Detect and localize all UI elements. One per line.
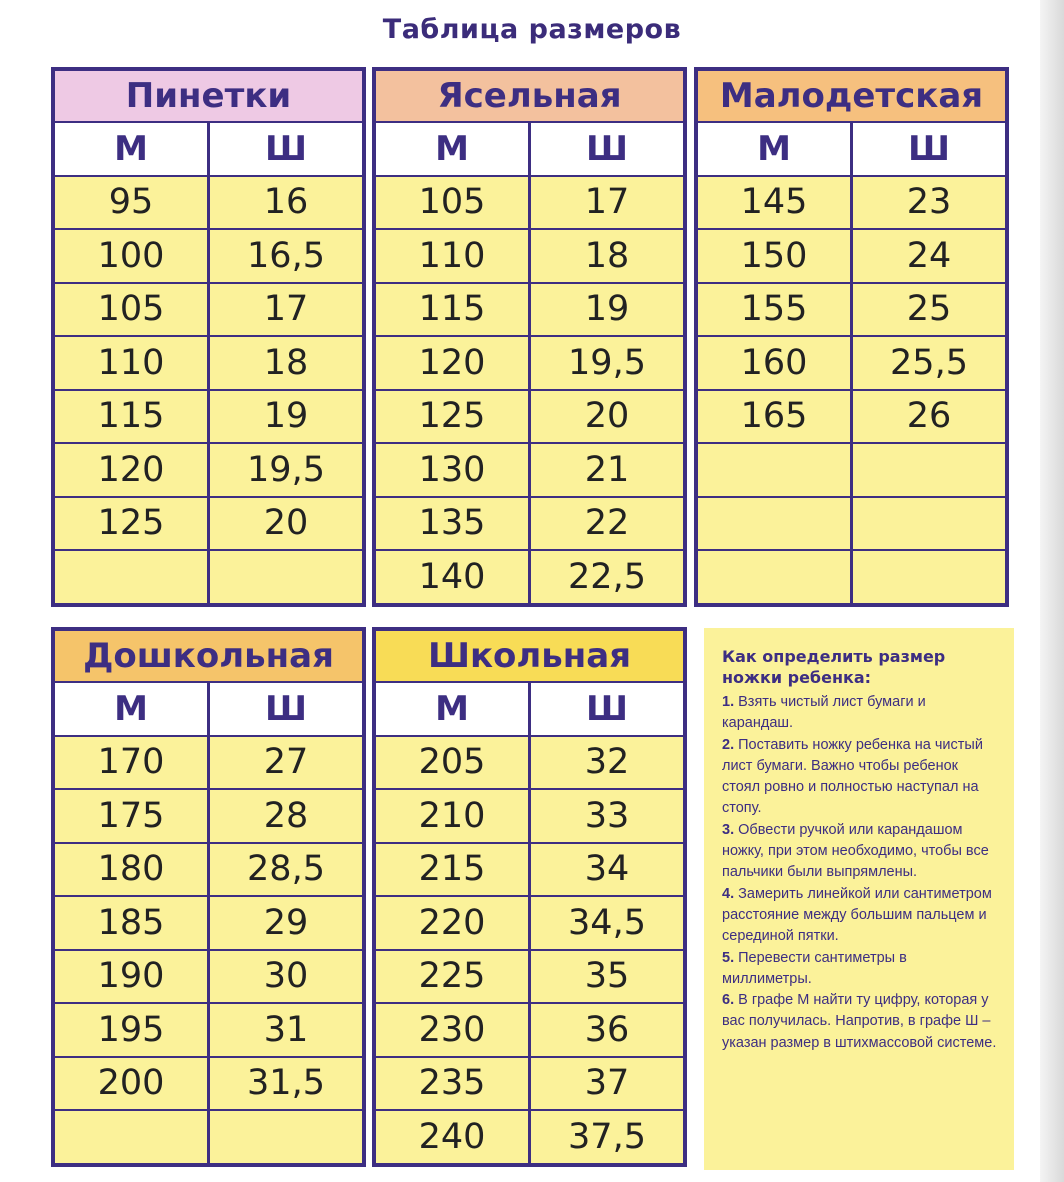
cell-size: 28,5 — [210, 844, 362, 896]
table-row — [55, 844, 362, 896]
table-row — [376, 897, 683, 949]
table-row — [55, 551, 362, 603]
instructions-steps — [722, 692, 1000, 1054]
cell-length-mm: 100 — [55, 230, 207, 282]
table-row — [55, 790, 362, 842]
column-header-m: М — [376, 683, 528, 735]
table-row — [55, 391, 362, 443]
cell-length-mm: 205 — [376, 737, 528, 789]
table-row — [376, 230, 683, 282]
step-number: 6. — [722, 992, 739, 1009]
table-title: Ясельная — [376, 71, 683, 121]
cell-size — [853, 444, 1005, 496]
cell-length-mm: 165 — [698, 391, 850, 443]
cell-length-mm: 130 — [376, 444, 528, 496]
instruction-step — [722, 990, 1000, 1054]
cell-size: 26 — [853, 391, 1005, 443]
cell-length-mm: 125 — [376, 391, 528, 443]
cell-length-mm: 230 — [376, 1004, 528, 1056]
step-number: 2. — [722, 736, 739, 753]
table-row — [376, 790, 683, 842]
step-text: Взять чистый лист бумаги и карандаш. — [722, 694, 926, 732]
cell-length-mm: 95 — [55, 177, 207, 229]
table-row — [55, 284, 362, 336]
size-table-malodetskaya — [694, 67, 1009, 607]
cell-size: 18 — [531, 230, 683, 282]
column-header-row — [55, 123, 362, 175]
table-row — [376, 284, 683, 336]
cell-size: 16 — [210, 177, 362, 229]
cell-size: 17 — [210, 284, 362, 336]
cell-size: 31,5 — [210, 1058, 362, 1110]
cell-length-mm: 125 — [55, 498, 207, 550]
cell-size: 29 — [210, 897, 362, 949]
cell-length-mm: 225 — [376, 951, 528, 1003]
instruction-step — [722, 884, 1000, 948]
column-header-row — [376, 683, 683, 735]
cell-size: 20 — [531, 391, 683, 443]
cell-length-mm: 110 — [55, 337, 207, 389]
table-row — [698, 337, 1005, 389]
instruction-step — [722, 820, 1000, 884]
column-header-w: Ш — [853, 123, 1005, 175]
cell-size: 35 — [531, 951, 683, 1003]
cell-size: 32 — [531, 737, 683, 789]
column-header-m: М — [55, 123, 207, 175]
step-text: Перевести сантиметры в миллиметры. — [722, 949, 907, 987]
page-edge-shadow — [1040, 0, 1064, 1182]
step-text: Обвести ручкой или карандашом ножку, при этом необходимо, чтобы все пальчики были выпрямлены. — [722, 821, 989, 881]
cell-size: 17 — [531, 177, 683, 229]
column-header-w: Ш — [531, 683, 683, 735]
step-number: 3. — [722, 821, 739, 838]
table-row — [698, 284, 1005, 336]
cell-size: 23 — [853, 177, 1005, 229]
instructions-panel — [704, 628, 1014, 1170]
size-table-yaselnaya — [372, 67, 687, 607]
cell-length-mm — [698, 444, 850, 496]
table-row — [698, 230, 1005, 282]
table-row — [55, 498, 362, 550]
cell-size — [210, 551, 362, 603]
cell-size: 20 — [210, 498, 362, 550]
column-header-m: М — [698, 123, 850, 175]
cell-length-mm: 180 — [55, 844, 207, 896]
cell-length-mm: 115 — [376, 284, 528, 336]
cell-size: 28 — [210, 790, 362, 842]
cell-length-mm: 120 — [55, 444, 207, 496]
cell-length-mm: 135 — [376, 498, 528, 550]
cell-size: 30 — [210, 951, 362, 1003]
step-number: 4. — [722, 885, 739, 902]
size-table-doshkolnaya — [51, 627, 366, 1167]
cell-length-mm: 155 — [698, 284, 850, 336]
cell-length-mm: 190 — [55, 951, 207, 1003]
cell-size: 21 — [531, 444, 683, 496]
cell-length-mm — [55, 551, 207, 603]
table-row — [55, 444, 362, 496]
cell-size — [210, 1111, 362, 1163]
cell-length-mm — [698, 498, 850, 550]
table-row — [376, 844, 683, 896]
cell-length-mm: 145 — [698, 177, 850, 229]
table-row — [376, 1004, 683, 1056]
table-row — [376, 951, 683, 1003]
step-text: В графе М найти ту цифру, которая у вас получилась. Напротив, в графе Ш – указан размер в штихмассовой системе. — [722, 992, 997, 1051]
cell-length-mm: 115 — [55, 391, 207, 443]
cell-size: 37 — [531, 1058, 683, 1110]
table-row — [55, 1058, 362, 1110]
cell-size: 27 — [210, 737, 362, 789]
cell-size: 34,5 — [531, 897, 683, 949]
cell-length-mm — [55, 1111, 207, 1163]
column-header-w: Ш — [531, 123, 683, 175]
cell-length-mm: 120 — [376, 337, 528, 389]
step-number: 5. — [722, 949, 739, 966]
cell-length-mm: 150 — [698, 230, 850, 282]
column-header-row — [698, 123, 1005, 175]
cell-length-mm: 235 — [376, 1058, 528, 1110]
table-row — [55, 897, 362, 949]
cell-size: 19 — [210, 391, 362, 443]
table-row — [376, 498, 683, 550]
table-row — [376, 444, 683, 496]
table-row — [55, 1004, 362, 1056]
table-row — [698, 498, 1005, 550]
table-row — [376, 337, 683, 389]
table-row — [376, 177, 683, 229]
table-title: Дошкольная — [55, 631, 362, 681]
table-title: Школьная — [376, 631, 683, 681]
table-row — [55, 337, 362, 389]
table-row — [698, 177, 1005, 229]
step-text: Замерить линейкой или сантиметром расстояние между большим пальцем и серединой пятки. — [722, 885, 992, 945]
cell-size — [853, 498, 1005, 550]
table-row — [55, 230, 362, 282]
column-header-row — [55, 683, 362, 735]
cell-length-mm: 110 — [376, 230, 528, 282]
size-table-pinetki — [51, 67, 366, 607]
column-header-row — [376, 123, 683, 175]
cell-length-mm: 160 — [698, 337, 850, 389]
instruction-step — [722, 735, 1000, 820]
table-row — [698, 444, 1005, 496]
cell-size: 37,5 — [531, 1111, 683, 1163]
cell-length-mm: 170 — [55, 737, 207, 789]
cell-length-mm: 195 — [55, 1004, 207, 1056]
table-row — [55, 737, 362, 789]
cell-length-mm: 215 — [376, 844, 528, 896]
instruction-step — [722, 692, 1000, 735]
column-header-m: М — [55, 683, 207, 735]
instructions-title: Как определить размер ножки ребенка: — [722, 647, 946, 687]
cell-length-mm: 240 — [376, 1111, 528, 1163]
table-row — [698, 551, 1005, 603]
cell-size: 22 — [531, 498, 683, 550]
cell-length-mm — [698, 551, 850, 603]
page-title: Таблица размеров — [382, 14, 682, 45]
table-row — [55, 177, 362, 229]
step-text: Поставить ножку ребенка на чистый лист бумаги. Важно чтобы ребенок стоял ровно и полностью наступал на стопу. — [722, 736, 983, 817]
cell-length-mm: 200 — [55, 1058, 207, 1110]
instruction-step — [722, 948, 1000, 991]
column-header-w: Ш — [210, 123, 362, 175]
column-header-m: М — [376, 123, 528, 175]
table-title: Пинетки — [55, 71, 362, 121]
cell-length-mm: 105 — [55, 284, 207, 336]
cell-size: 18 — [210, 337, 362, 389]
table-row — [376, 1058, 683, 1110]
cell-size: 36 — [531, 1004, 683, 1056]
table-row — [376, 737, 683, 789]
cell-length-mm: 175 — [55, 790, 207, 842]
cell-size — [853, 551, 1005, 603]
cell-size: 25,5 — [853, 337, 1005, 389]
cell-size: 33 — [531, 790, 683, 842]
cell-size: 19 — [531, 284, 683, 336]
table-row — [55, 951, 362, 1003]
cell-size: 16,5 — [210, 230, 362, 282]
step-number: 1. — [722, 694, 739, 710]
cell-length-mm: 140 — [376, 551, 528, 603]
column-header-w: Ш — [210, 683, 362, 735]
cell-size: 34 — [531, 844, 683, 896]
size-table-shkolnaya — [372, 627, 687, 1167]
table-row — [698, 391, 1005, 443]
table-row — [55, 1111, 362, 1163]
cell-length-mm: 220 — [376, 897, 528, 949]
cell-size: 22,5 — [531, 551, 683, 603]
cell-size: 19,5 — [531, 337, 683, 389]
table-row — [376, 391, 683, 443]
cell-size: 31 — [210, 1004, 362, 1056]
cell-size: 24 — [853, 230, 1005, 282]
table-row — [376, 551, 683, 603]
cell-length-mm: 210 — [376, 790, 528, 842]
table-title: Малодетская — [698, 71, 1005, 121]
cell-size: 25 — [853, 284, 1005, 336]
cell-length-mm: 185 — [55, 897, 207, 949]
cell-length-mm: 105 — [376, 177, 528, 229]
table-row — [376, 1111, 683, 1163]
cell-size: 19,5 — [210, 444, 362, 496]
